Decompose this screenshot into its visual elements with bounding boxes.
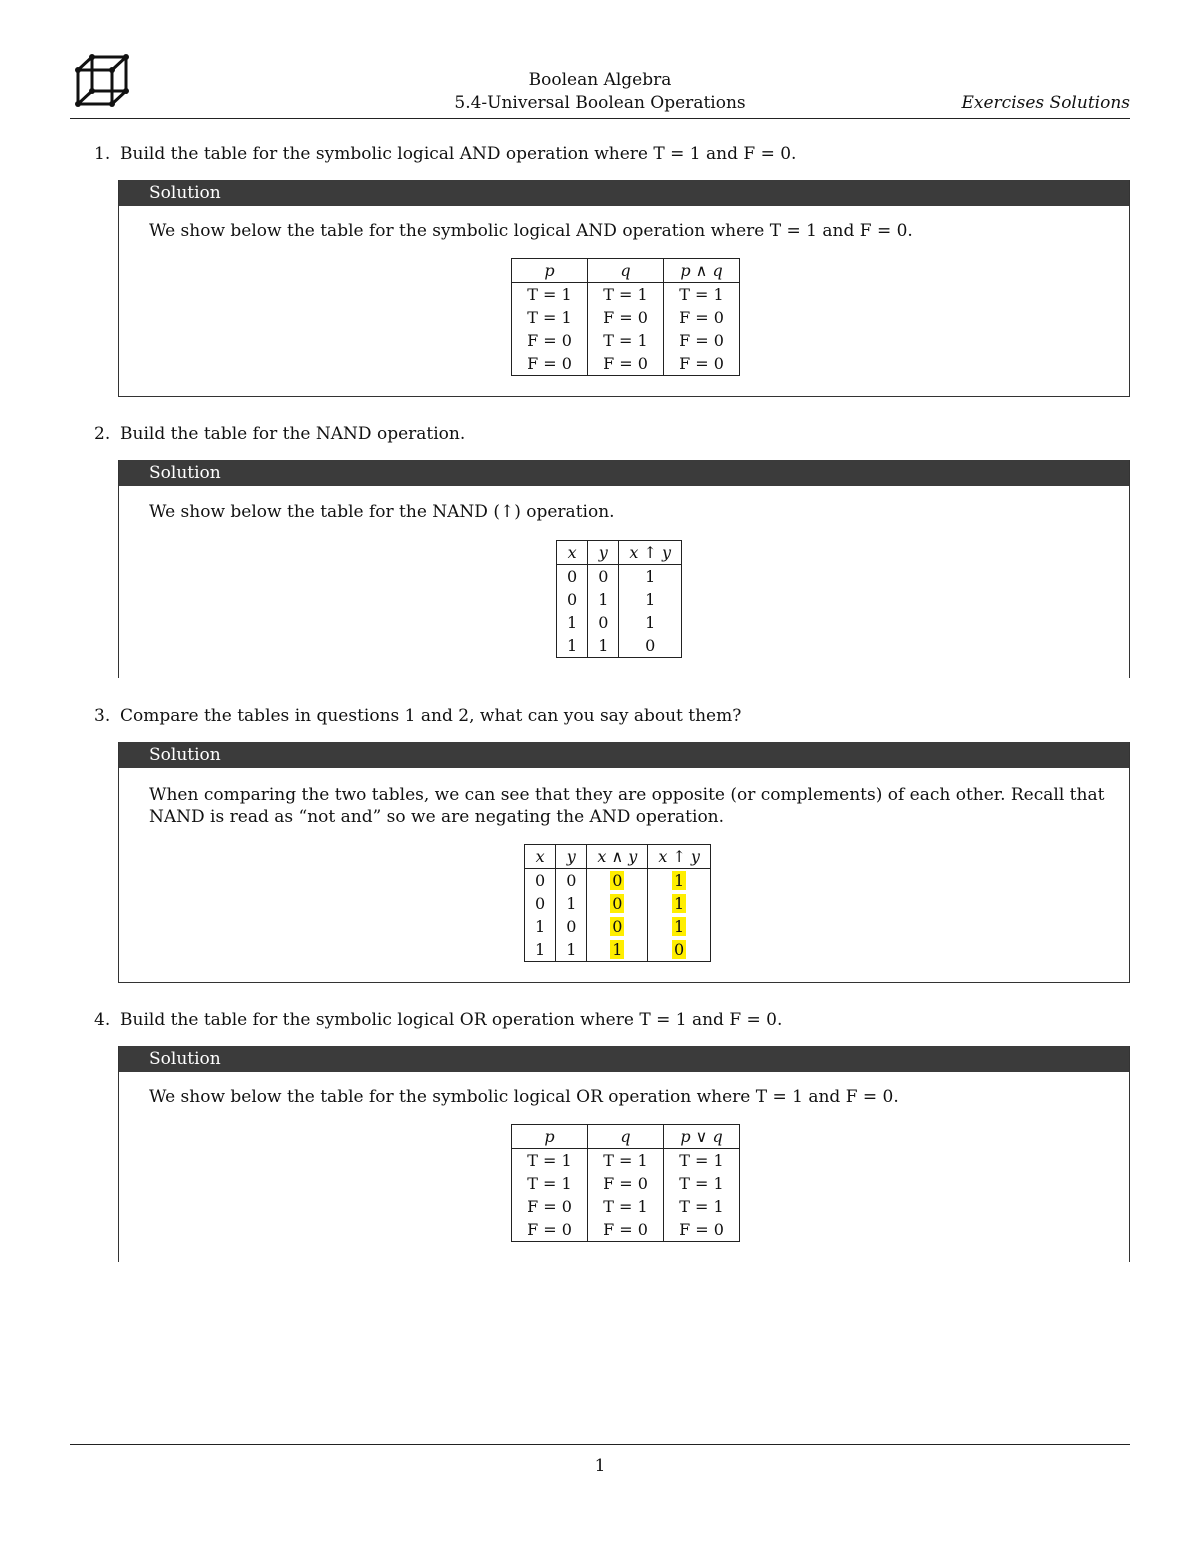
- table-cell: [587, 938, 648, 962]
- table-header-row: [557, 541, 682, 565]
- table-row: [512, 306, 740, 329]
- table-row: [525, 869, 711, 893]
- doc-title: Boolean Algebra: [528, 70, 672, 90]
- table-cell: T = 1: [588, 1149, 664, 1173]
- table-header-row: [525, 845, 711, 869]
- question-2: [94, 424, 465, 444]
- question-4: [94, 1010, 782, 1030]
- table-cell: T = 1: [664, 283, 740, 307]
- highlighted-value: 0: [674, 940, 685, 959]
- solution-box-3: [118, 742, 1130, 983]
- column-header: p ∧ q: [664, 259, 740, 283]
- table-cell: [648, 915, 711, 938]
- table-row: [557, 611, 682, 634]
- table-cell: 1: [619, 565, 682, 589]
- table-cell: F = 0: [664, 306, 740, 329]
- column-header: p ∨ q: [664, 1125, 740, 1149]
- table-cell: 0: [557, 588, 588, 611]
- table-cell: T = 1: [588, 329, 664, 352]
- question-number: 2.: [94, 424, 111, 444]
- solution-text: We show below the table for the symbolic logical OR operation where T = 1 and F = 0.: [149, 1087, 899, 1107]
- solution-box-1: [118, 180, 1130, 397]
- question-number: 4.: [94, 1010, 111, 1030]
- table-cell: [648, 892, 711, 915]
- question-1: [94, 144, 796, 164]
- table-cell: F = 0: [588, 306, 664, 329]
- table-cell: 0: [588, 611, 619, 634]
- table-cell: F = 0: [664, 329, 740, 352]
- table-cell: 0: [619, 634, 682, 658]
- table-cell: [587, 892, 648, 915]
- table-cell: T = 1: [512, 306, 588, 329]
- question-text: Build the table for the NAND operation.: [120, 424, 466, 444]
- table-cell: 1: [525, 915, 556, 938]
- table-cell: 0: [525, 892, 556, 915]
- table-cell: 1: [525, 938, 556, 962]
- question-number: 3.: [94, 706, 111, 726]
- table-row: [512, 1195, 740, 1218]
- solution-box-4: [118, 1046, 1130, 1262]
- table-row: [557, 588, 682, 611]
- highlighted-value: 0: [612, 917, 623, 936]
- table-cell: T = 1: [512, 283, 588, 307]
- question-text: Compare the tables in questions 1 and 2, what can you say about them?: [120, 706, 742, 726]
- table-cell: 0: [588, 565, 619, 589]
- table-cell: 1: [556, 892, 587, 915]
- highlighted-value: 1: [674, 871, 685, 890]
- solution-text: We show below the table for the symbolic logical AND operation where T = 1 and F = 0.: [149, 221, 913, 241]
- table-row: [512, 1218, 740, 1242]
- table-cell: 0: [556, 869, 587, 893]
- column-header: q: [588, 1125, 664, 1149]
- table-cell: [587, 915, 648, 938]
- table-cell: 1: [588, 634, 619, 658]
- solution-box-2: [118, 460, 1130, 678]
- page-header: [70, 48, 1130, 119]
- truth-table: [556, 540, 682, 658]
- table-cell: T = 1: [512, 1149, 588, 1173]
- highlighted-value: 1: [612, 940, 623, 959]
- table-cell: 1: [557, 634, 588, 658]
- table-row: [525, 892, 711, 915]
- column-header: x ↑ y: [619, 541, 682, 565]
- truth-table: [524, 844, 711, 962]
- table-row: [557, 565, 682, 589]
- table-row: [512, 283, 740, 307]
- table-row: [512, 1149, 740, 1173]
- table-row: [525, 915, 711, 938]
- doc-subtitle: 5.4-Universal Boolean Operations: [454, 93, 746, 113]
- table-cell: F = 0: [512, 1218, 588, 1242]
- solution-text: When comparing the two tables, we can see that they are opposite (or complements) of each other. Recall that NAND is read as “not and” so we are negating the AND operation.: [149, 785, 1105, 827]
- table-cell: 1: [619, 588, 682, 611]
- table-cell: T = 1: [664, 1172, 740, 1195]
- table-row: [512, 352, 740, 376]
- column-header: p: [512, 1125, 588, 1149]
- solution-text: We show below the table for the NAND (↑) operation.: [149, 502, 615, 522]
- truth-table: [511, 1124, 740, 1242]
- solution-header: Solution: [119, 1046, 1129, 1072]
- column-header: y: [588, 541, 619, 565]
- table-cell: [587, 869, 648, 893]
- table-cell: F = 0: [512, 352, 588, 376]
- question-text: Build the table for the symbolic logical AND operation where T = 1 and F = 0.: [120, 144, 797, 164]
- table-row: [525, 938, 711, 962]
- highlighted-value: 1: [674, 894, 685, 913]
- question-number: 1.: [94, 144, 111, 164]
- table-cell: F = 0: [664, 352, 740, 376]
- doc-section-label: Exercises Solutions: [961, 93, 1130, 113]
- table-cell: 1: [557, 611, 588, 634]
- table-cell: 0: [525, 869, 556, 893]
- table-cell: F = 0: [512, 329, 588, 352]
- table-cell: [648, 938, 711, 962]
- table-row: [512, 1172, 740, 1195]
- footer-rule: [70, 1444, 1130, 1445]
- solution-header: Solution: [119, 180, 1129, 206]
- table-row: [512, 329, 740, 352]
- solution-header: Solution: [119, 460, 1129, 486]
- table-cell: 0: [556, 915, 587, 938]
- question-3: [94, 706, 741, 726]
- table-row: [557, 634, 682, 658]
- table-header-row: [512, 259, 740, 283]
- table-cell: T = 1: [588, 1195, 664, 1218]
- table-cell: 1: [556, 938, 587, 962]
- column-header: x ↑ y: [648, 845, 711, 869]
- table-cell: F = 0: [512, 1195, 588, 1218]
- table-cell: F = 0: [664, 1218, 740, 1242]
- truth-table: [511, 258, 740, 376]
- question-text: Build the table for the symbolic logical OR operation where T = 1 and F = 0.: [120, 1010, 783, 1030]
- table-cell: 1: [588, 588, 619, 611]
- page-number: 1: [594, 1456, 606, 1476]
- column-header: x: [525, 845, 556, 869]
- table-header-row: [512, 1125, 740, 1149]
- column-header: x: [557, 541, 588, 565]
- column-header: q: [588, 259, 664, 283]
- table-cell: T = 1: [588, 283, 664, 307]
- table-cell: 1: [619, 611, 682, 634]
- highlighted-value: 0: [612, 871, 623, 890]
- table-cell: T = 1: [664, 1149, 740, 1173]
- column-header: p: [512, 259, 588, 283]
- table-cell: F = 0: [588, 352, 664, 376]
- highlighted-value: 0: [612, 894, 623, 913]
- table-cell: F = 0: [588, 1172, 664, 1195]
- solution-header: Solution: [119, 742, 1129, 768]
- table-cell: F = 0: [588, 1218, 664, 1242]
- column-header: y: [556, 845, 587, 869]
- table-cell: T = 1: [664, 1195, 740, 1218]
- table-cell: [648, 869, 711, 893]
- highlighted-value: 1: [674, 917, 685, 936]
- table-cell: T = 1: [512, 1172, 588, 1195]
- table-cell: 0: [557, 565, 588, 589]
- column-header: x ∧ y: [587, 845, 648, 869]
